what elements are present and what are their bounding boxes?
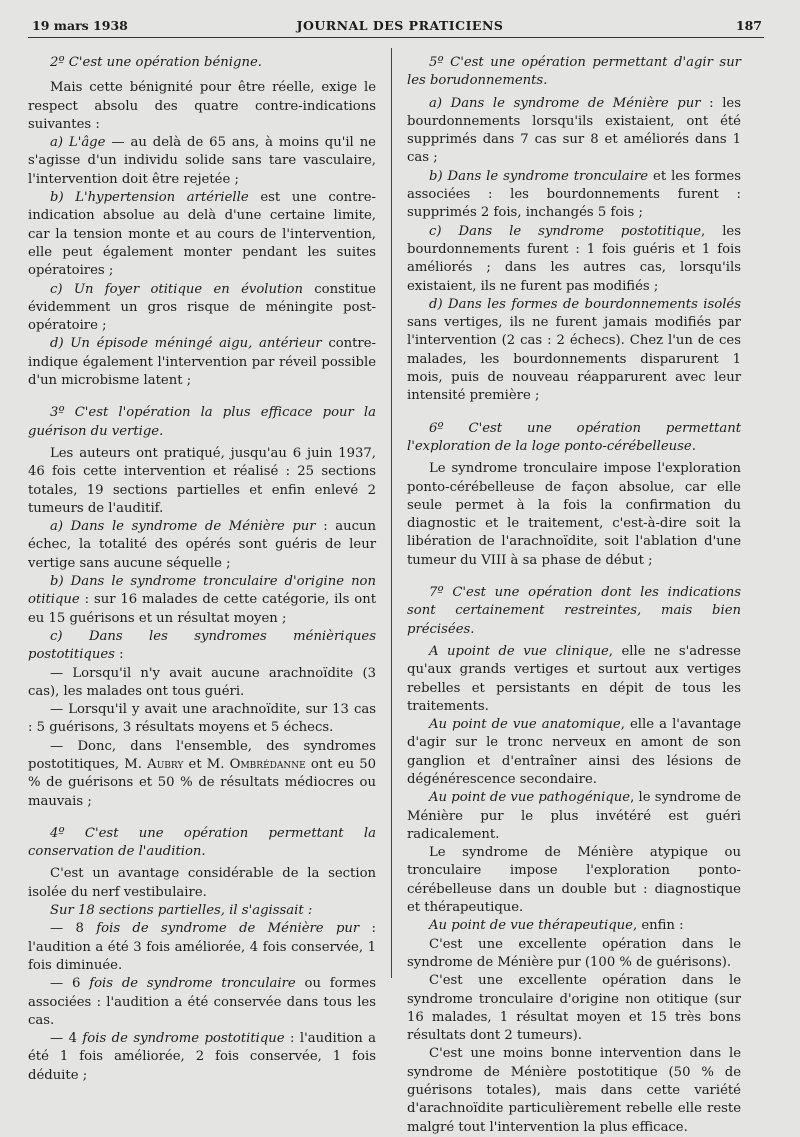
header-date: 19 mars 1938 [32,18,128,33]
section-4-item-3: — 4 fois de syndrome postotitique : l'audition a été 1 fois améliorée, 2 fois conservée, 1 fois déduite ; [28,1031,376,1083]
section-3-item-c: c) Dans les syndromes ménièriques postotitiques : [28,628,376,663]
section-7-clinical: A upoint de vue clinique, elle ne s'adresse qu'aux grands vertiges et surtout aux vertiges rebelles et persistants en dépit de tous les traitements. [407,643,741,714]
section-3-item-a: a) Dans le syndrome de Ménière pur : aucun échec, la totalité des opérés sont guéris de leur vertige sans aucune séquelle ; [28,519,376,571]
left-column [28,54,376,1085]
section-4-heading: 4º C'est une opération permettant la conservation de l'audition. [28,825,376,860]
section-3-item-c1: — Lorsqu'il n'y avait aucune arachnoïdite (3 cas), les malades ont tous guéri. [28,665,376,699]
section-5-item-a: a) Dans le syndrome de Ménière pur : les bourdonnements lorsqu'ils existaient, ont été supprimés dans 7 cas sur 8 et améliorés dans 1 cas ; [407,95,741,166]
column-divider [391,48,392,978]
section-7-heading: 7º C'est une opération dont les indications sont certainement restreintes, mais bien précisées. [407,585,741,637]
header-page-number: 187 [735,18,762,33]
section-4-item-2: — 6 fois de syndrome tronculaire ou formes associées : l'audition a été conservée dans tous les cas. [28,976,376,1028]
section-7-anatomical: Au point de vue anatomique, elle a l'avantage d'agir sur le tronc nerveux en amont de son ganglion et d'entraîner ainsi des lésions de dégénérescence secondaire. [407,717,742,787]
section-6-heading: 6º C'est une opération permettant l'exploration de la loge ponto-cérébelleuse. [407,420,741,454]
section-7-therapeutic: Au point de vue thérapeutique, enfin : [429,918,684,934]
section-2-intro: Mais cette bénignité pour être réelle, exige le respect absolu des quatre contre-indications suivantes : [28,80,376,132]
section-3-item-c2: — Lorsqu'il y avait une arachnoïdite, sur 13 cas : 5 guérisons, 3 résultats moyens et 5 échecs. [28,702,376,736]
section-2-heading: 2º C'est une opération bénigne. [50,55,262,70]
author-aubry: Aubry [147,756,184,772]
section-4-intro: C'est un avantage considérable de la section isolée du nerf vestibulaire. [28,866,376,900]
section-7-atypical: Le syndrome de Ménière atypique ou tronculaire impose l'exploration ponto-cérébelleuse dans un double but : diagnostique et thérapeutique. [407,845,741,916]
section-7-pathogenic: Au point de vue pathogénique, le syndrome de Ménière pur le plus invétéré est guéri radicalement. [407,790,741,842]
author-ombredanne: Ombrédanne [229,756,306,772]
section-3-item-c3: — Donc, dans l'ensemble, des syndromes postotitiques, M. Aubry et M. Ombrédanne ont eu 50 % de guérisons et 50 % de résultats médiocres ou mauvais ; [28,738,377,809]
section-3-heading: 3º C'est l'opération la plus efficace pour la guérison du vertige. [28,405,376,439]
section-7-para-6: C'est une excellente opération dans le syndrome de Ménière pur (100 % de guérisons). [407,936,741,970]
section-5-item-b: b) Dans le syndrome tronculaire et les formes associées : les bourdonnements furent : supprimés 2 fois, inchangés 5 fois ; [407,168,742,221]
header-rule [28,37,764,38]
right-column [407,54,741,1137]
section-2-item-a: a) L'âge — au delà de 65 ans, à moins qu'il ne s'agisse d'un individu solide sans tare vasculaire, l'intervention doit être rejetée ; [28,135,376,187]
section-5-item-d: d) Dans les formes de bourdonnements isolés sans vertiges, ils ne furent jamais modifiés par l'intervention (2 cas : 2 échecs). Chez l'un de ces malades, les bourdonnements disparurent 1 mois, puis de nouveau réapparurent avec leur intensité première ; [407,296,741,404]
section-3-item-b: b) Dans le syndrome tronculaire d'origine non otitique : sur 16 malades de cette catégorie, ils ont eu 15 guérisons et un résultat moyen ; [28,574,376,626]
section-5-heading: 5º C'est une opération permettant d'agir sur les borudonnements. [407,55,741,89]
running-header [28,14,772,38]
section-5-item-c: c) Dans le syndrome postotitique, les bourdonnements furent : 1 fois guéris et 1 fois améliorés ; dans les autres cas, lorsqu'ils existaient, ils ne furent pas modifiés ; [407,223,741,294]
section-4-item-1: — 8 fois de syndrome de Ménière pur : l'audition a été 3 fois améliorée, 4 fois conservée, 1 fois diminuée. [28,921,376,973]
section-6-text: Le syndrome tronculaire impose l'exploration ponto-cérébelleuse de façon absolue, car elle seule permet à la fois la confirmation du diagnostic et le traitement, c'est-à-dire soit la libération de l'arachnoïdite, soit l'ablation d'une tumeur du VIII à sa phase de début ; [407,461,741,568]
section-2-item-c: c) Un foyer otitique en évolution constitue évidemment un gros risque de méningite post-opératoire ; [28,281,376,334]
section-7-para-7: C'est une excellente opération dans le syndrome tronculaire d'origine non otitique (sur 16 malades, 1 résultat moyen et 15 très bons résultats dont 2 tumeurs). [407,973,741,1044]
section-2-item-d: d) Un épisode méningé aigu, antérieur contre-indique également l'intervention par réveil possible d'un microbisme latent ; [28,336,376,389]
section-7-para-8: C'est une moins bonne intervention dans le syndrome de Ménière postotitique (50 % de guérisons totales), mais dans cette variété d'arachnoïdite particulièrement rebelle elle reste malgré tout l'intervention la plus efficace. [407,1046,741,1135]
section-4-subheading: Sur 18 sections partielles, il s'agissait : [50,903,313,919]
section-2-item-b: b) L'hypertension artérielle est une contre-indication absolue au delà d'une certaine limite, car la tension monte et au cours de l'intervention, elle peut également monter pendant les suites opératoires ; [28,190,377,279]
header-journal-title: JOURNAL DES PRATICIENS [296,18,504,33]
section-3-intro: Les auteurs ont pratiqué, jusqu'au 6 juin 1937, 46 fois cette intervention et réalisé : 25 sections totales, 19 sections partielles et enfin enlevé 2 tumeurs de l'auditif. [28,445,376,516]
